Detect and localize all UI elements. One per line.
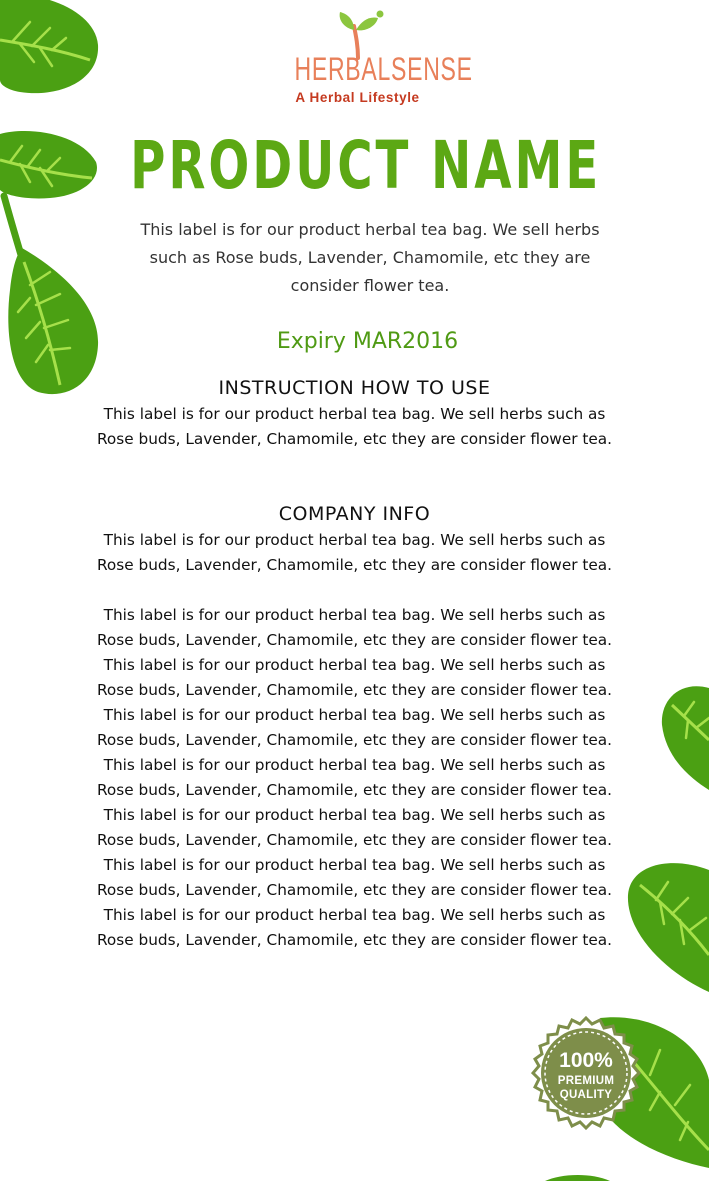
product-title: PRODUCT NAME [130, 127, 602, 204]
instruction-heading: INSTRUCTION HOW TO USE [218, 377, 491, 399]
brand-name: HERBALSENSE [294, 51, 473, 87]
company-heading: COMPANY INFO [278, 503, 431, 525]
badge-quality: QUALITY [559, 1089, 613, 1101]
product-intro: This label is for our product herbal tea bag. We sell herbs such as Rose buds, Lavender, Chamomile, etc they are consider flower tea. [140, 220, 600, 295]
expiry-date: Expiry MAR2016 [276, 329, 459, 354]
company-text-second: This label is for our product herbal tea bag. We sell herbs such as Rose buds, Lavender, Chamomile, etc they are consider flower tea. This label is for our product herbal tea bag. We sell herbs such as Rose buds, Lavender, Chamomile, etc they are consider flower tea. This label is for our product herbal tea bag. We sell herbs such as Rose buds, Lavender, Chamomile, etc they are consider flower tea. This label is for our product herbal tea bag. We sell herbs such as Rose buds, Lavender, Chamomile, etc they are consider flower tea. This label is for our product herbal tea bag. We sell herbs such as Rose buds, Lavender, Chamomile, etc they are consider flower tea. This label is for our product herbal tea bag. We sell herbs such as Rose buds, Lavender, Chamomile, etc they are consider flower tea. This label is for our product herbal tea bag. We sell herbs such as Rose buds, Lavender, Chamomile, etc they are consider flower tea. [96, 606, 613, 949]
company-text-first: This label is for our product herbal tea bag. We sell herbs such as Rose buds, Lavender, Chamomile, etc they are consider flower tea. [96, 531, 613, 574]
brand-logo [270, 8, 473, 105]
premium-quality-badge [527, 1016, 645, 1134]
instruction-text: This label is for our product herbal tea bag. We sell herbs such as Rose buds, Lavender, Chamomile, etc they are consider flower tea. [96, 405, 613, 448]
badge-percent: 100% [559, 1049, 613, 1072]
badge-premium: PREMIUM [557, 1075, 615, 1087]
brand-tagline: A Herbal Lifestyle [295, 90, 420, 105]
